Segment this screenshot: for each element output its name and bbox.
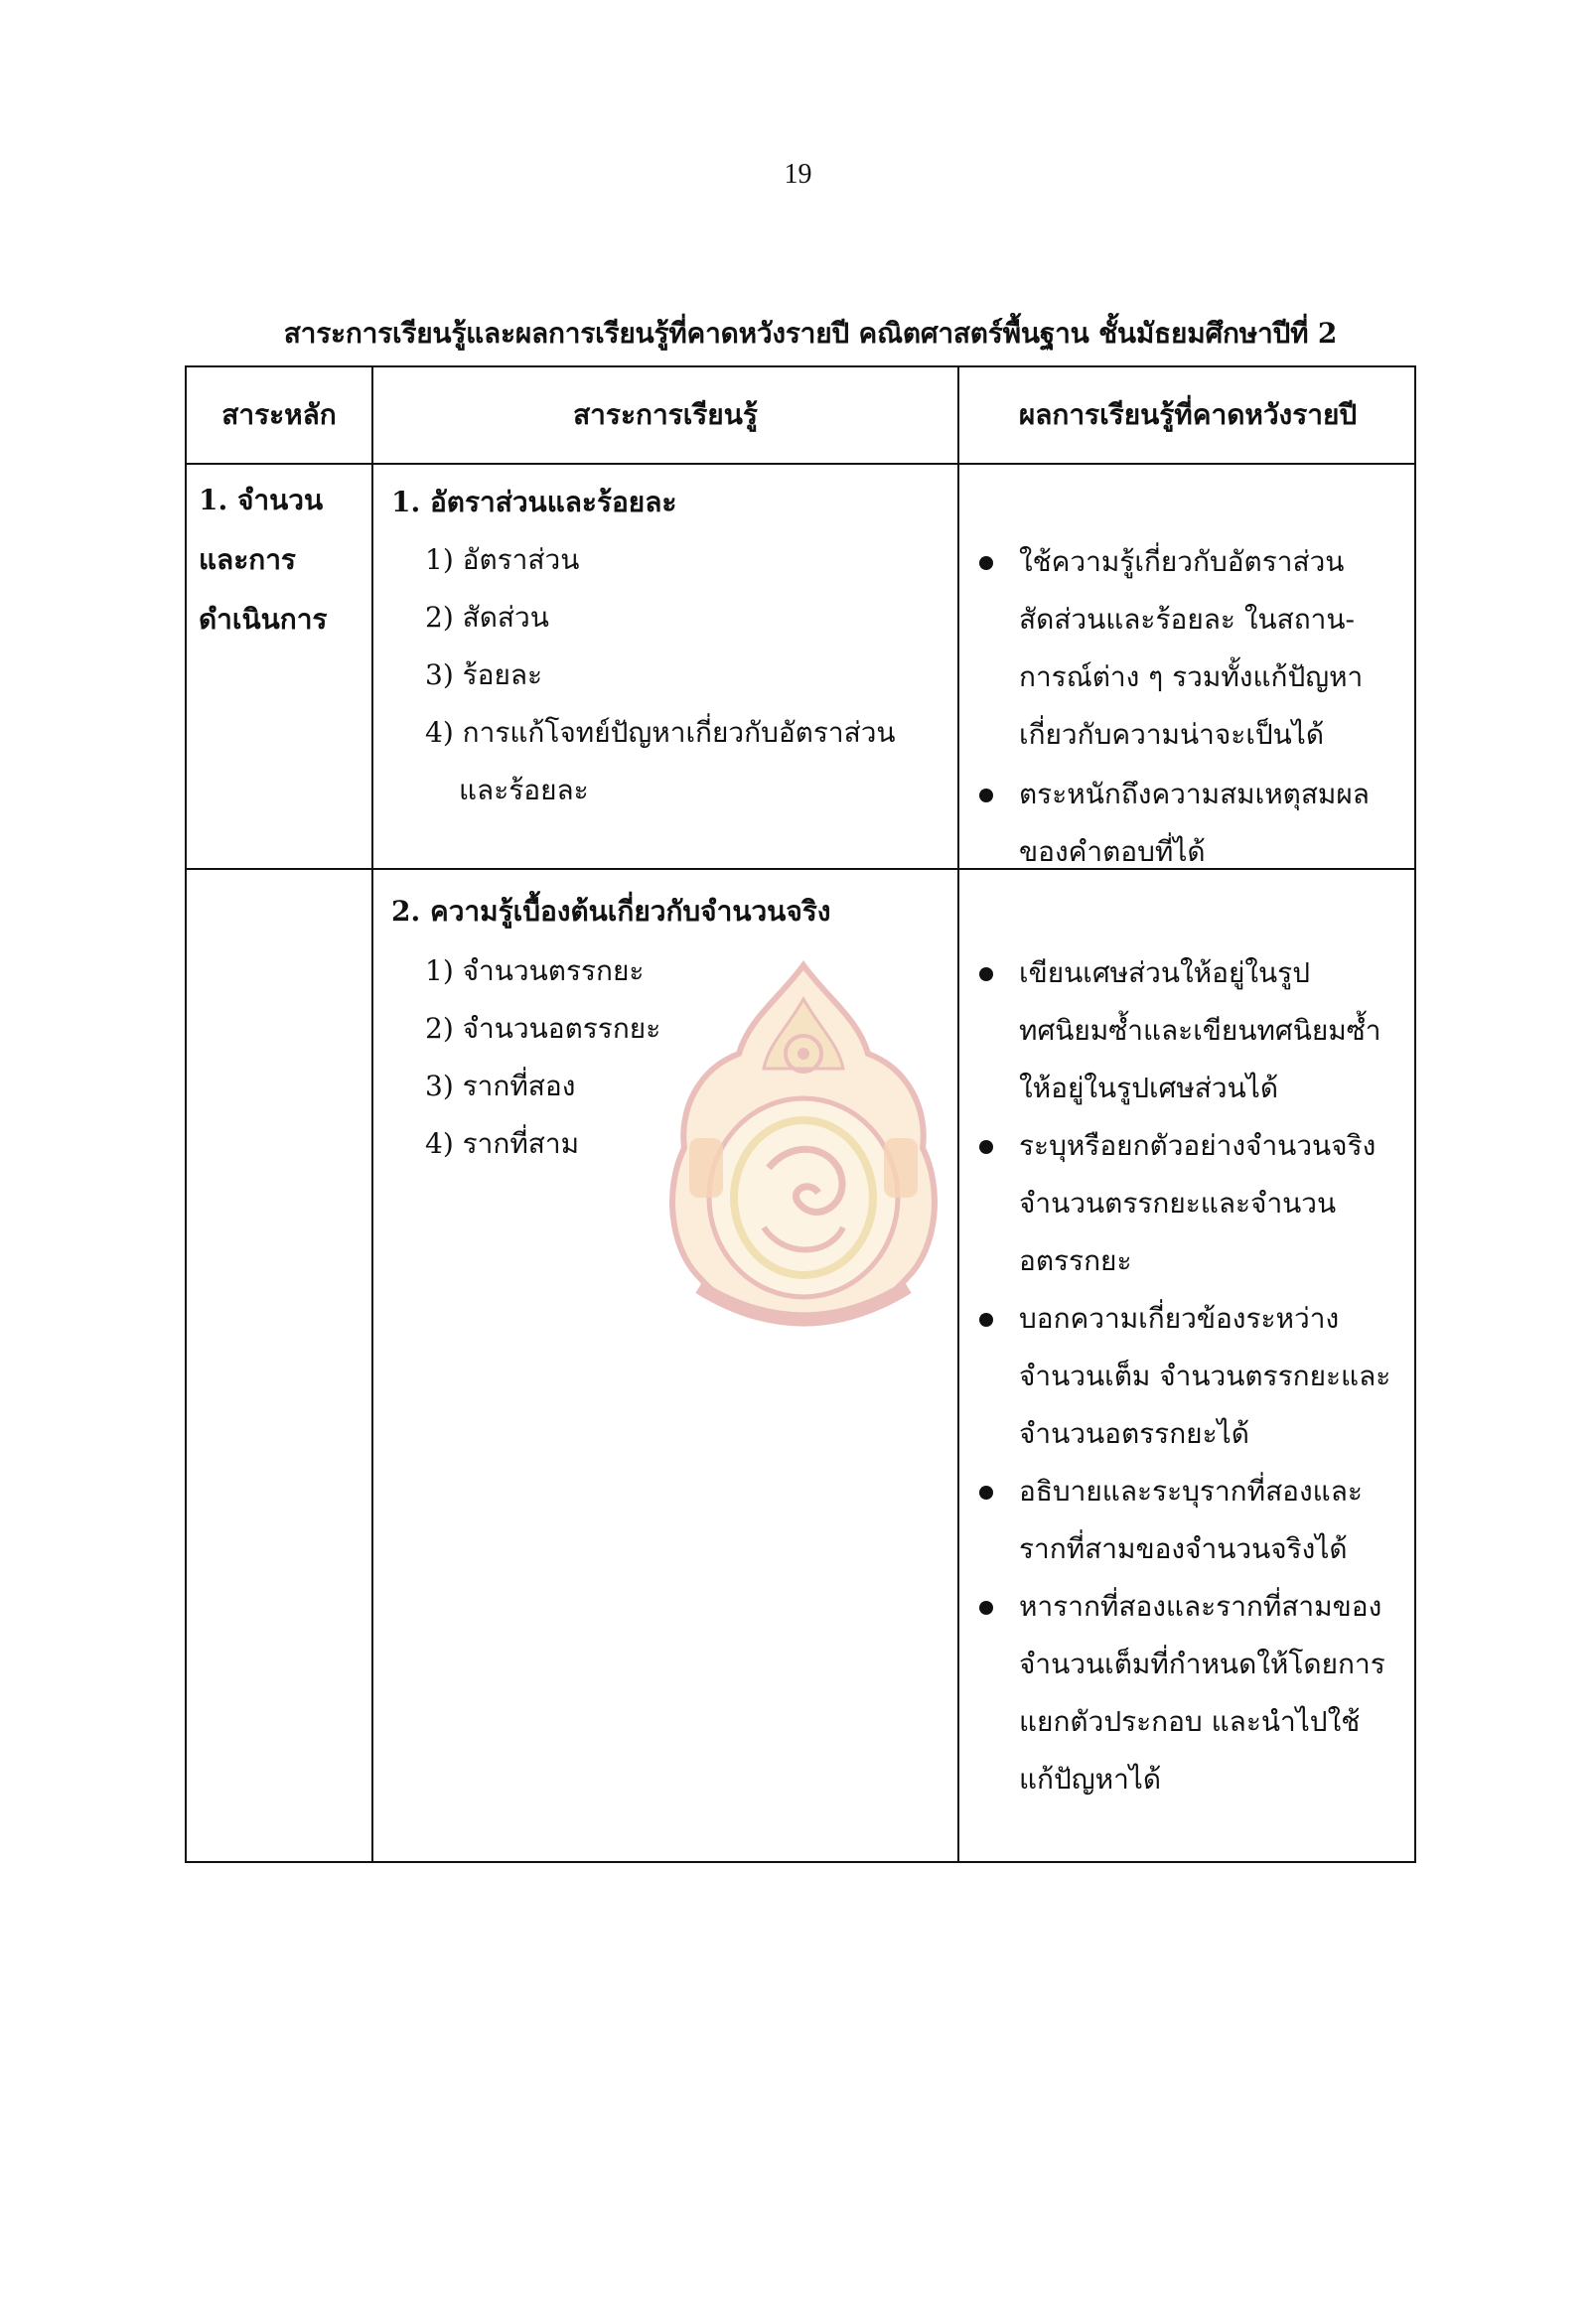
document-title: สาระการเรียนรู้และผลการเรียนรู้ที่คาดหวังรายปี คณิตศาสตร์พื้นฐาน ชั้นมัธยมศึกษาปีที่ 2	[283, 317, 1338, 350]
content-item: 3) ร้อยละ	[425, 658, 543, 691]
outcome-line: อธิบายและระบุรากที่สองและ	[1019, 1475, 1363, 1508]
outcome-line: รากที่สามของจำนวนจริงได้	[1019, 1532, 1348, 1565]
bullet-icon	[979, 1313, 993, 1327]
main-topic-line: และการ	[199, 543, 296, 576]
bullet-icon	[979, 556, 993, 570]
header-expected-outcomes: ผลการเรียนรู้ที่คาดหวังรายปี	[1018, 398, 1358, 431]
header-divider	[187, 463, 1414, 465]
curriculum-table	[185, 365, 1416, 1863]
content-item: 4) การแก้โจทย์ปัญหาเกี่ยวกับอัตราส่วน	[425, 716, 896, 749]
bullet-icon	[979, 1486, 993, 1500]
header-main-topic: สาระหลัก	[221, 398, 337, 431]
bullet-icon	[979, 967, 993, 981]
outcome-line: บอกความเกี่ยวข้องระหว่าง	[1019, 1302, 1340, 1335]
row-divider	[187, 868, 1414, 870]
bullet-icon	[979, 1601, 993, 1615]
column-divider	[957, 367, 959, 1861]
content-item: 2) จำนวนอตรรกยะ	[425, 1012, 661, 1045]
outcome-line: การณ์ต่าง ๆ รวมทั้งแก้ปัญหา	[1019, 660, 1364, 693]
main-topic-line: 1. จำนวน	[199, 484, 324, 516]
outcome-line: จำนวนเต็มที่กำหนดให้โดยการ	[1019, 1648, 1385, 1680]
outcome-line: เขียนเศษส่วนให้อยู่ในรูป	[1019, 956, 1310, 989]
content-item: 1) จำนวนตรรกยะ	[425, 954, 645, 987]
outcome-line: จำนวนตรรกยะและจำนวน	[1019, 1187, 1337, 1220]
header-learning-content: สาระการเรียนรู้	[573, 398, 758, 431]
content-item: 3) รากที่สอง	[425, 1070, 576, 1102]
outcome-line: แยกตัวประกอบ และนำไปใช้	[1019, 1705, 1361, 1738]
outcome-line: ใช้ความรู้เกี่ยวกับอัตราส่วน	[1019, 545, 1345, 578]
content-heading: 2. ความรู้เบื้องต้นเกี่ยวกับจำนวนจริง	[391, 895, 831, 928]
outcome-line: ให้อยู่ในรูปเศษส่วนได้	[1019, 1072, 1278, 1104]
outcome-line: ทศนิยมซ้ำและเขียนทศนิยมซ้ำ	[1019, 1014, 1381, 1047]
column-divider	[371, 367, 373, 1861]
outcome-line: ระบุหรือยกตัวอย่างจำนวนจริง	[1019, 1129, 1377, 1162]
main-topic-line: ดำเนินการ	[199, 603, 328, 636]
page-number: 19	[784, 159, 812, 190]
outcome-line: เกี่ยวกับความน่าจะเป็นได้	[1019, 718, 1325, 751]
outcome-line: จำนวนอตรรกยะได้	[1019, 1417, 1249, 1450]
outcome-line: หารากที่สองและรากที่สามของ	[1019, 1590, 1382, 1623]
outcome-line: แก้ปัญหาได้	[1019, 1763, 1162, 1796]
content-heading: 1. อัตราส่วนและร้อยละ	[391, 486, 677, 518]
content-item: 4) รากที่สาม	[425, 1127, 580, 1160]
bullet-icon	[979, 789, 993, 802]
outcome-line: อตรรกยะ	[1019, 1244, 1132, 1277]
outcome-line: จำนวนเต็ม จำนวนตรรกยะและ	[1019, 1360, 1391, 1392]
outcome-line: สัดส่วนและร้อยละ ในสถาน-	[1019, 603, 1356, 636]
bullet-icon	[979, 1140, 993, 1154]
content-item-continuation: และร้อยละ	[459, 774, 589, 806]
outcome-line: ของคำตอบที่ได้	[1019, 835, 1206, 868]
outcome-line: ตระหนักถึงความสมเหตุสมผล	[1019, 778, 1370, 810]
content-item: 1) อัตราส่วน	[425, 543, 580, 576]
content-item: 2) สัดส่วน	[425, 601, 549, 634]
